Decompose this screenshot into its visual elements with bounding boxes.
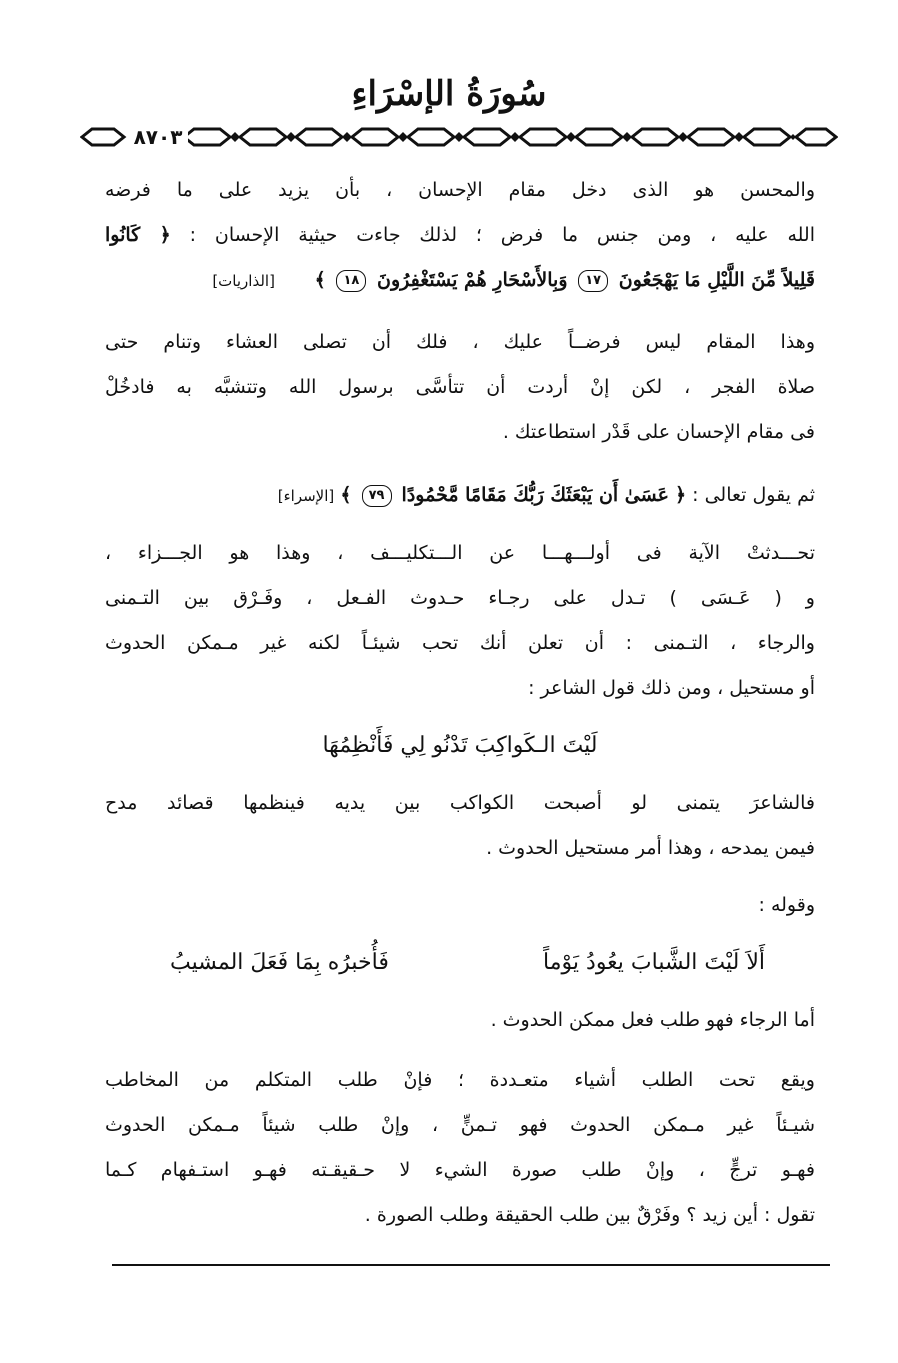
surah-reference: [الذاريات]: [212, 272, 275, 290]
text-line: والمحسن هو الذى دخل مقام الإحسان ، بأن يزيد على ما فرضه: [105, 179, 815, 201]
text-line: و ( عَـسَى ) تـدل على رجـاء حـدوث الفـعل ، وفَـرْق بين التـمنى: [105, 587, 815, 609]
quran-verse-line: [105, 258, 815, 303]
text-line: والرجاء ، التـمنى : أن تعلن أنك تحب شيئـاً لكنه غير مـمكن الحدوث: [105, 632, 815, 654]
paragraph-2: [105, 320, 815, 455]
quran-verse-open: ﴿ كَانُوا: [105, 224, 171, 246]
text-span: الله عليه ، ومن جنس ما فرض ؛ لذلك جاءت حيثية الإحسان :: [189, 224, 815, 246]
ayah-number-marker: ١٧: [578, 270, 608, 292]
quran-bracket-open: ﴿: [674, 484, 687, 506]
text-line: تقول : أين زيد ؟ وفَرْقٌ بين طلب الحقيقة وطلب الصورة .: [364, 1204, 815, 1226]
paragraph-3: [105, 473, 815, 518]
text-span: ثم يقول تعالى :: [692, 484, 815, 506]
text-line: [105, 473, 815, 518]
body-text: [105, 168, 815, 1248]
text-line: وقوله :: [758, 894, 815, 916]
decorative-chain-border: [80, 122, 838, 152]
text-line: تحـــدثتْ الآية فى أولـــهـــا عن الـــتكليـــف ، وهذا هو الجـــزاء ،: [105, 542, 815, 564]
poem-line: لَيْتَ الـكَواكِبَ تَدْنُو لِي فَأَنْظِمُهَا: [322, 733, 598, 758]
text-line: شيـئاً غير مـمكن الحدوث فهو تـمنٍّ ، وإنْ طلب شيئاً مـمكن الحدوث: [105, 1114, 815, 1136]
text-line: ويقع تحت الطلب أشياء متعـددة ؛ فإنْ طلب المتكلم من المخاطب: [105, 1069, 815, 1091]
ayah-number-marker: ٧٩: [362, 485, 392, 507]
quran-verse-text: قَلِيلاً مِّنَ اللَّيْلِ مَا يَهْجَعُونَ: [618, 269, 815, 291]
paragraph-6: [105, 883, 815, 928]
surah-title: سُورَةُ الإسْرَاءِ: [351, 74, 547, 114]
paragraph-7: [105, 998, 815, 1043]
paragraph-8: [105, 1058, 815, 1238]
text-line: فهـو ترجٍّ ، وإنْ طلب صورة الشيء لا حـقيقـته فهـو استـفهام كـما: [105, 1159, 815, 1181]
text-line: فى مقام الإحسان على قَدْر استطاعتك .: [502, 421, 815, 443]
paragraph-5: [105, 781, 815, 871]
surah-reference: [الإسراء]: [277, 487, 335, 505]
text-line: وهذا المقام ليس فرضــاً عليك ، فلك أن تصلى العشاء وتنام حتى: [105, 331, 815, 353]
ayah-number-marker: ١٨: [336, 270, 366, 292]
text-line: [105, 213, 815, 258]
text-line: فالشاعرَ يتمنى لو أصبحت الكواكب بين يديه فينظمها قصائد مدح: [105, 792, 815, 814]
footer-rule: [112, 1264, 830, 1266]
text-line: أما الرجاء فهو طلب فعل ممكن الحدوث .: [490, 1009, 815, 1031]
paragraph-4: [105, 531, 815, 711]
text-line: فيمن يمدحه ، وهذا أمر مستحيل الحدوث .: [486, 837, 815, 859]
poem-hemistich-right: أَلاَ لَيْتَ الشَّبابَ يعُودُ يَوْماً: [543, 950, 765, 975]
text-line: أو مستحيل ، ومن ذلك قول الشاعر :: [528, 677, 815, 699]
paragraph-1: [105, 168, 815, 303]
text-line: صلاة الفجر ، لكن إنْ أردت أن تتأسَّى برسول الله وتتشبَّه به فادخُلْ: [105, 376, 815, 398]
poem-verse-pair: [105, 940, 815, 985]
quran-bracket-close: ﴾: [340, 484, 352, 506]
page-number: ٨٧٠٣: [128, 124, 188, 150]
quran-verse-text: عَسَىٰ أَن يَبْعَثَكَ رَبُّكَ مَقَامًا مَّحْمُودًا: [401, 484, 669, 506]
quran-bracket-close: ﴾: [314, 269, 326, 291]
poem-hemistich-left: فَأُخبرُه بِمَا فَعَلَ المشيبُ: [170, 950, 389, 975]
quran-verse-text: وَبِالأَسْحَارِ هُمْ يَسْتَغْفِرُونَ: [377, 269, 568, 291]
